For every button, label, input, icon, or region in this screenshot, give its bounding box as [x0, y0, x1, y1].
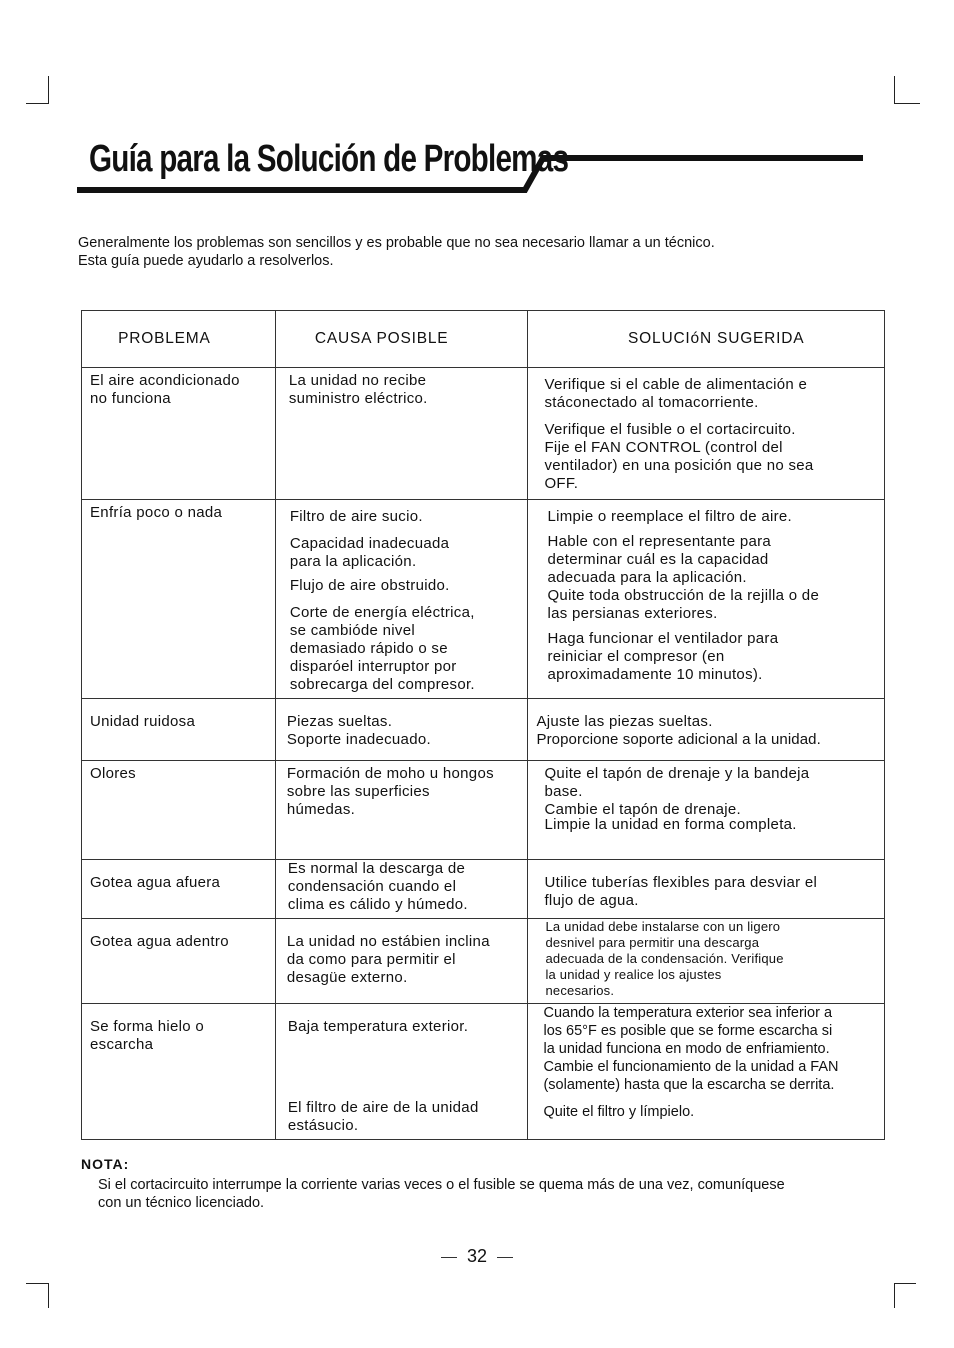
solution-text: Proporcione soporte adicional a la unidad. — [536, 731, 821, 748]
cause-text: estásucio. — [287, 1117, 359, 1134]
solution-cell — [528, 860, 885, 919]
cause-text: condensación cuando el — [287, 878, 457, 895]
solution-text: determinar cuál es la capacidad — [547, 551, 769, 568]
crop-mark-bottom-right-v — [894, 1283, 895, 1308]
header-problema: PROBLEMA — [82, 311, 276, 368]
problem-text: Olores — [90, 765, 136, 782]
cause-cell — [275, 1004, 528, 1140]
note-text — [98, 1176, 785, 1212]
problem-cell — [82, 699, 276, 761]
cause-text: Filtro de aire sucio. — [289, 508, 423, 525]
problem-text: escarcha — [90, 1036, 154, 1053]
table-header-row — [82, 311, 885, 368]
cause-cell — [275, 699, 528, 761]
page-number-dash — [441, 1257, 457, 1258]
crop-mark-bottom-left-h — [26, 1283, 49, 1284]
solution-text: La unidad debe instalarse con un ligero — [545, 919, 781, 934]
solution-cell — [528, 699, 885, 761]
cause-text: demasiado rápido o se — [289, 640, 448, 657]
solution-text: OFF. — [544, 475, 579, 492]
note-line: Si el cortacircuito interrumpe la corriente varias veces o el fusible se quema más de una vez, comuníquese — [98, 1177, 785, 1193]
table-row — [82, 699, 885, 761]
cause-text: La unidad no recibe — [288, 372, 427, 389]
table-row — [82, 860, 885, 919]
cause-text: La unidad no estábien inclina — [286, 933, 490, 950]
solution-text: Ajuste las piezas sueltas. — [536, 713, 713, 730]
cause-text: desagüe externo. — [286, 969, 408, 986]
solution-text: Cambie el funcionamiento de la unidad a FAN — [543, 1059, 839, 1075]
cause-text: disparóel interruptor por — [289, 658, 457, 675]
crop-mark-top-right-h — [894, 103, 920, 104]
cause-cell — [275, 761, 528, 860]
problem-text: Gotea agua afuera — [90, 874, 221, 891]
solution-text: Limpie o reemplace el filtro de aire. — [547, 508, 793, 525]
solution-text: desnivel para permitir una descarga — [545, 935, 760, 950]
table-row — [82, 1004, 885, 1140]
solution-text: Quite toda obstrucción de la rejilla o de — [547, 587, 820, 604]
cause-text: da como para permitir el — [286, 951, 456, 968]
solution-text: reiniciar el compresor (en — [547, 648, 725, 665]
problem-cell — [82, 500, 276, 699]
cause-text: Capacidad inadecuada — [289, 535, 450, 552]
cause-text: sobre las superficies — [286, 783, 430, 800]
solution-text: base. — [544, 783, 583, 800]
cause-text: Baja temperatura exterior. — [287, 1018, 469, 1035]
table-row — [82, 919, 885, 1004]
solution-text: Fije el FAN CONTROL (control del — [544, 439, 783, 456]
solution-text: las persianas exteriores. — [547, 605, 718, 622]
solution-text: los 65°F es posible que se forme escarcha si — [543, 1023, 833, 1039]
solution-text: Limpie la unidad en forma completa. — [544, 816, 797, 833]
crop-mark-top-left-v — [48, 76, 49, 104]
cause-text: Piezas sueltas. — [286, 713, 393, 730]
cause-text: se cambióde nivel — [289, 622, 415, 639]
cause-text: suministro eléctrico. — [288, 390, 428, 407]
solution-text: adecuada de la condensación. Verifique — [545, 951, 784, 966]
page-title: Guía para la Solución de Problemas — [89, 138, 569, 180]
solution-text: Verifique el fusible o el cortacircuito. — [544, 421, 796, 438]
solution-text: Quite el filtro y límpielo. — [543, 1104, 695, 1120]
solution-text: Cuando la temperatura exterior sea inferior a — [543, 1005, 833, 1021]
problem-cell — [82, 1004, 276, 1140]
solution-cell — [528, 368, 885, 500]
solution-text: flujo de agua. — [544, 892, 639, 909]
cause-text: Soporte inadecuado. — [286, 731, 431, 748]
problem-text: Enfría poco o nada — [90, 504, 223, 521]
page-number-block — [0, 1246, 954, 1267]
intro-paragraph — [78, 234, 715, 270]
crop-mark-top-left-h — [26, 103, 49, 104]
cause-text: sobrecarga del compresor. — [289, 676, 475, 693]
solution-text: stáconectado al tomacorriente. — [544, 394, 759, 411]
cause-text: Es normal la descarga de — [287, 860, 466, 877]
solution-text: Cambie el tapón de drenaje. — [544, 801, 742, 818]
problem-cell — [82, 860, 276, 919]
cause-cell — [275, 368, 528, 500]
cause-text: clima es cálido y húmedo. — [287, 896, 468, 913]
table-row — [82, 500, 885, 699]
crop-mark-bottom-right-h — [894, 1283, 916, 1284]
problem-text: Se forma hielo o — [90, 1018, 205, 1035]
note-label: NOTA: — [81, 1156, 130, 1172]
solution-text: necesarios. — [545, 983, 615, 998]
solution-text: Utilice tuberías flexibles para desviar el — [544, 874, 818, 891]
cause-text: Corte de energía eléctrica, — [289, 604, 475, 621]
cause-text: para la aplicación. — [289, 553, 417, 570]
title-block — [77, 134, 867, 196]
cause-text: El filtro de aire de la unidad — [287, 1099, 479, 1116]
solution-text: (solamente) hasta que la escarcha se derrita. — [543, 1077, 835, 1093]
page-number: 32 — [466, 1246, 488, 1266]
solution-text: ventilador) en una posición que no sea — [544, 457, 814, 474]
cause-cell — [275, 919, 528, 1004]
solution-text: Hable con el representante para — [547, 533, 772, 550]
problem-text: El aire acondicionado — [90, 372, 240, 389]
solution-text: Haga funcionar el ventilador para — [547, 630, 779, 647]
intro-line: Esta guía puede ayudarlo a resolverlos. — [78, 253, 334, 269]
cause-cell — [275, 500, 528, 699]
header-causa: CAUSA POSIBLE — [275, 311, 528, 368]
problem-cell — [82, 919, 276, 1004]
problem-cell — [82, 368, 276, 500]
cause-text: Flujo de aire obstruido. — [289, 577, 450, 594]
note-line: con un técnico licenciado. — [98, 1195, 265, 1211]
problem-text: no funciona — [90, 390, 171, 407]
header-solucion: SOLUCIóN SUGERIDA — [528, 311, 885, 368]
problem-text: Unidad ruidosa — [90, 713, 196, 730]
solution-cell — [528, 500, 885, 699]
solution-cell — [528, 1004, 885, 1140]
solution-text: la unidad funciona en modo de enfriamiento. — [543, 1041, 830, 1057]
problem-cell — [82, 761, 276, 860]
crop-mark-bottom-left-v — [48, 1283, 49, 1308]
solution-text: adecuada para la aplicación. — [547, 569, 747, 586]
intro-line: Generalmente los problemas son sencillos y es probable que no sea necesario llamar a un técnico. — [78, 235, 715, 251]
solution-text: Verifique si el cable de alimentación e — [544, 376, 808, 393]
page-number-dash — [497, 1257, 513, 1258]
troubleshooting-table — [81, 310, 885, 1140]
solution-cell — [528, 919, 885, 1004]
solution-cell — [528, 761, 885, 860]
problem-text: Gotea agua adentro — [90, 933, 229, 950]
cause-text: Formación de moho u hongos — [286, 765, 494, 782]
solution-text: Quite el tapón de drenaje y la bandeja — [544, 765, 810, 782]
table-row — [82, 368, 885, 500]
cause-cell — [275, 860, 528, 919]
solution-text: aproximadamente 10 minutos). — [547, 666, 763, 683]
solution-text: la unidad y realice los ajustes — [545, 967, 722, 982]
cause-text: húmedas. — [286, 801, 356, 818]
crop-mark-top-right-v — [894, 76, 895, 104]
table-row — [82, 761, 885, 860]
